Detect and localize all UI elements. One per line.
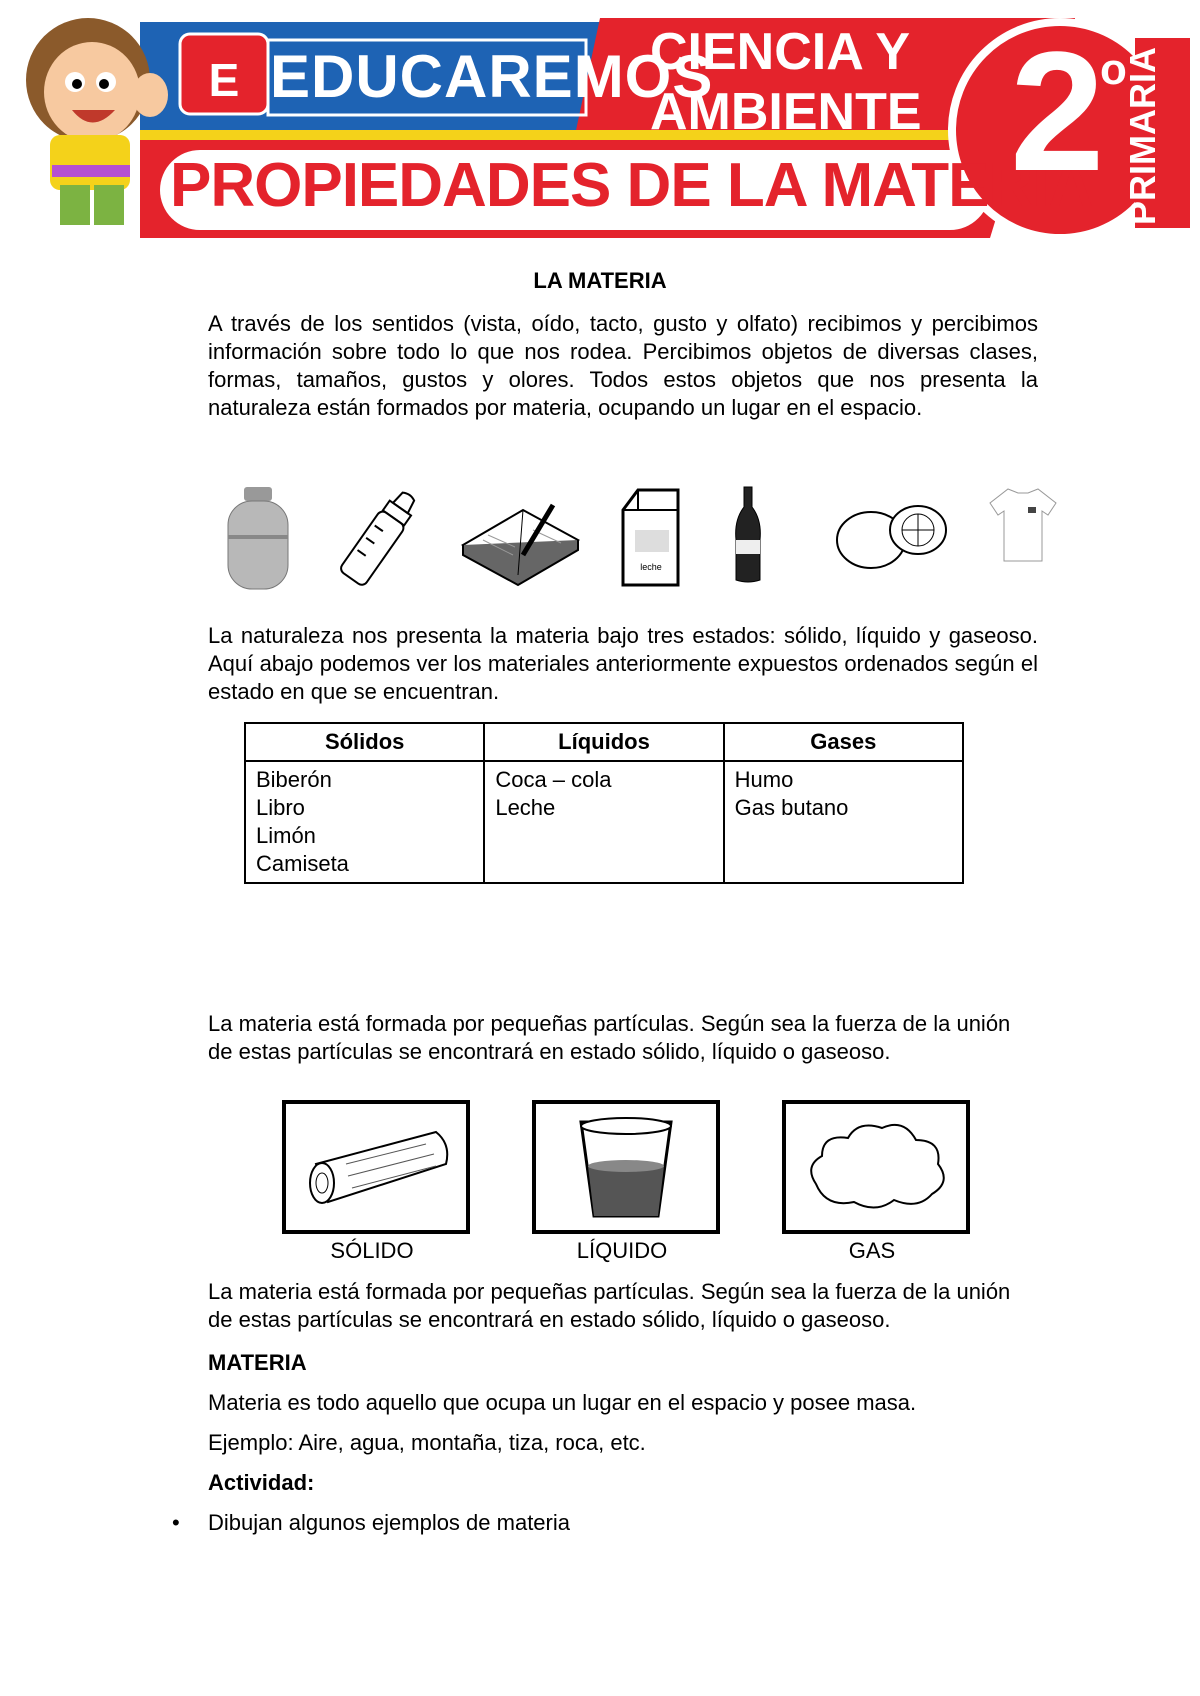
header-liquidos: Líquidos: [484, 723, 723, 761]
particles-paragraph: La materia está formada por pequeñas partículas. Según sea la fuerza de la unión de estas partículas se encontrará en estado sólido, líquido o gaseoso.: [208, 1011, 1011, 1064]
subject-title: [650, 22, 922, 142]
activity-item: [172, 1510, 570, 1536]
objects-row: [208, 485, 1068, 600]
materia-definition: Materia es todo aquello que ocupa un lugar en el espacio y posee masa.: [208, 1390, 917, 1415]
brand-logo-icon: E: [208, 54, 240, 106]
materia-heading: MATERIA: [208, 1350, 307, 1375]
activity-item-text: Dibujan algunos ejemplos de materia: [208, 1510, 570, 1535]
subject-line-1: CIENCIA Y: [650, 23, 911, 81]
liquid-label: LÍQUIDO: [576, 1238, 668, 1263]
gases-cell: [724, 761, 963, 883]
section-title: LA MATERIA: [533, 268, 667, 293]
header-gases: Gases: [724, 723, 963, 761]
page-title: PROPIEDADES DE LA MATERIA: [170, 151, 1093, 220]
list-item: Coca – cola: [495, 767, 612, 792]
book-pen-icon: [453, 485, 583, 595]
table-row: [245, 761, 963, 883]
activity-heading: Actividad:: [208, 1470, 315, 1495]
liquid-box: [532, 1100, 720, 1234]
bullet-icon: •: [172, 1510, 180, 1535]
cloud-icon: [786, 1104, 966, 1230]
baby-bottle-icon: [333, 485, 423, 595]
gas-cylinder-icon: [220, 485, 295, 595]
intro-paragraph: A través de los sentidos (vista, oído, tacto, gusto y olfato) recibimos y percibimos información sobre todo lo que nos rodea. Percibimos objetos de diversas clases, formas, tamaños, gustos y olores. Todos estos objetos que nos presenta la naturaleza están formados por materia, ocupando un lugar en el espacio.: [208, 311, 1038, 420]
level-label: PRIMARIA: [1122, 47, 1163, 225]
subject-line-2: AMBIENTE: [650, 83, 922, 141]
log-icon: [286, 1104, 466, 1230]
solidos-cell: [245, 761, 484, 883]
milk-carton-label: leche: [640, 562, 662, 572]
particles-paragraph-2: La materia está formada por pequeñas partículas. Según sea la fuerza de la unión de estas partículas se encontrará en estado sólido, líquido o gaseoso.: [208, 1279, 1011, 1332]
list-item: Libro: [256, 795, 305, 820]
grade-number: 2: [1010, 17, 1105, 207]
liquidos-cell: [484, 761, 723, 883]
table-header-row: [245, 723, 963, 761]
lemon-icon: [833, 485, 953, 575]
list-item: Gas butano: [734, 795, 849, 820]
list-item: Limón: [256, 823, 316, 848]
gas-box: [782, 1100, 970, 1234]
list-item: Leche: [495, 795, 556, 820]
header-banner: [0, 0, 1200, 250]
states-intro-paragraph: La naturaleza nos presenta la materia bajo tres estados: sólido, líquido y gaseoso. Aquí abajo podemos ver los materiales anteriormente expuestos ordenados según el estado en que se encuentran.: [208, 623, 1038, 704]
glass-icon: [536, 1104, 716, 1230]
gas-label: GAS: [848, 1238, 896, 1263]
list-item: Camiseta: [256, 851, 349, 876]
brand-name: EDUCAREMOS: [270, 43, 714, 110]
grade-ordinal: o: [1100, 45, 1127, 94]
list-item: Humo: [734, 767, 794, 792]
cola-bottle-icon: [728, 485, 768, 585]
header-solidos: Sólidos: [245, 723, 484, 761]
list-item: Biberón: [256, 767, 332, 792]
milk-carton-icon: [613, 485, 688, 590]
tshirt-icon: [988, 485, 1058, 565]
materia-example: Ejemplo: Aire, agua, montaña, tiza, roca, etc.: [208, 1430, 646, 1455]
solid-box: [282, 1100, 470, 1234]
states-table: [244, 722, 964, 884]
solid-label: SÓLIDO: [330, 1238, 414, 1263]
